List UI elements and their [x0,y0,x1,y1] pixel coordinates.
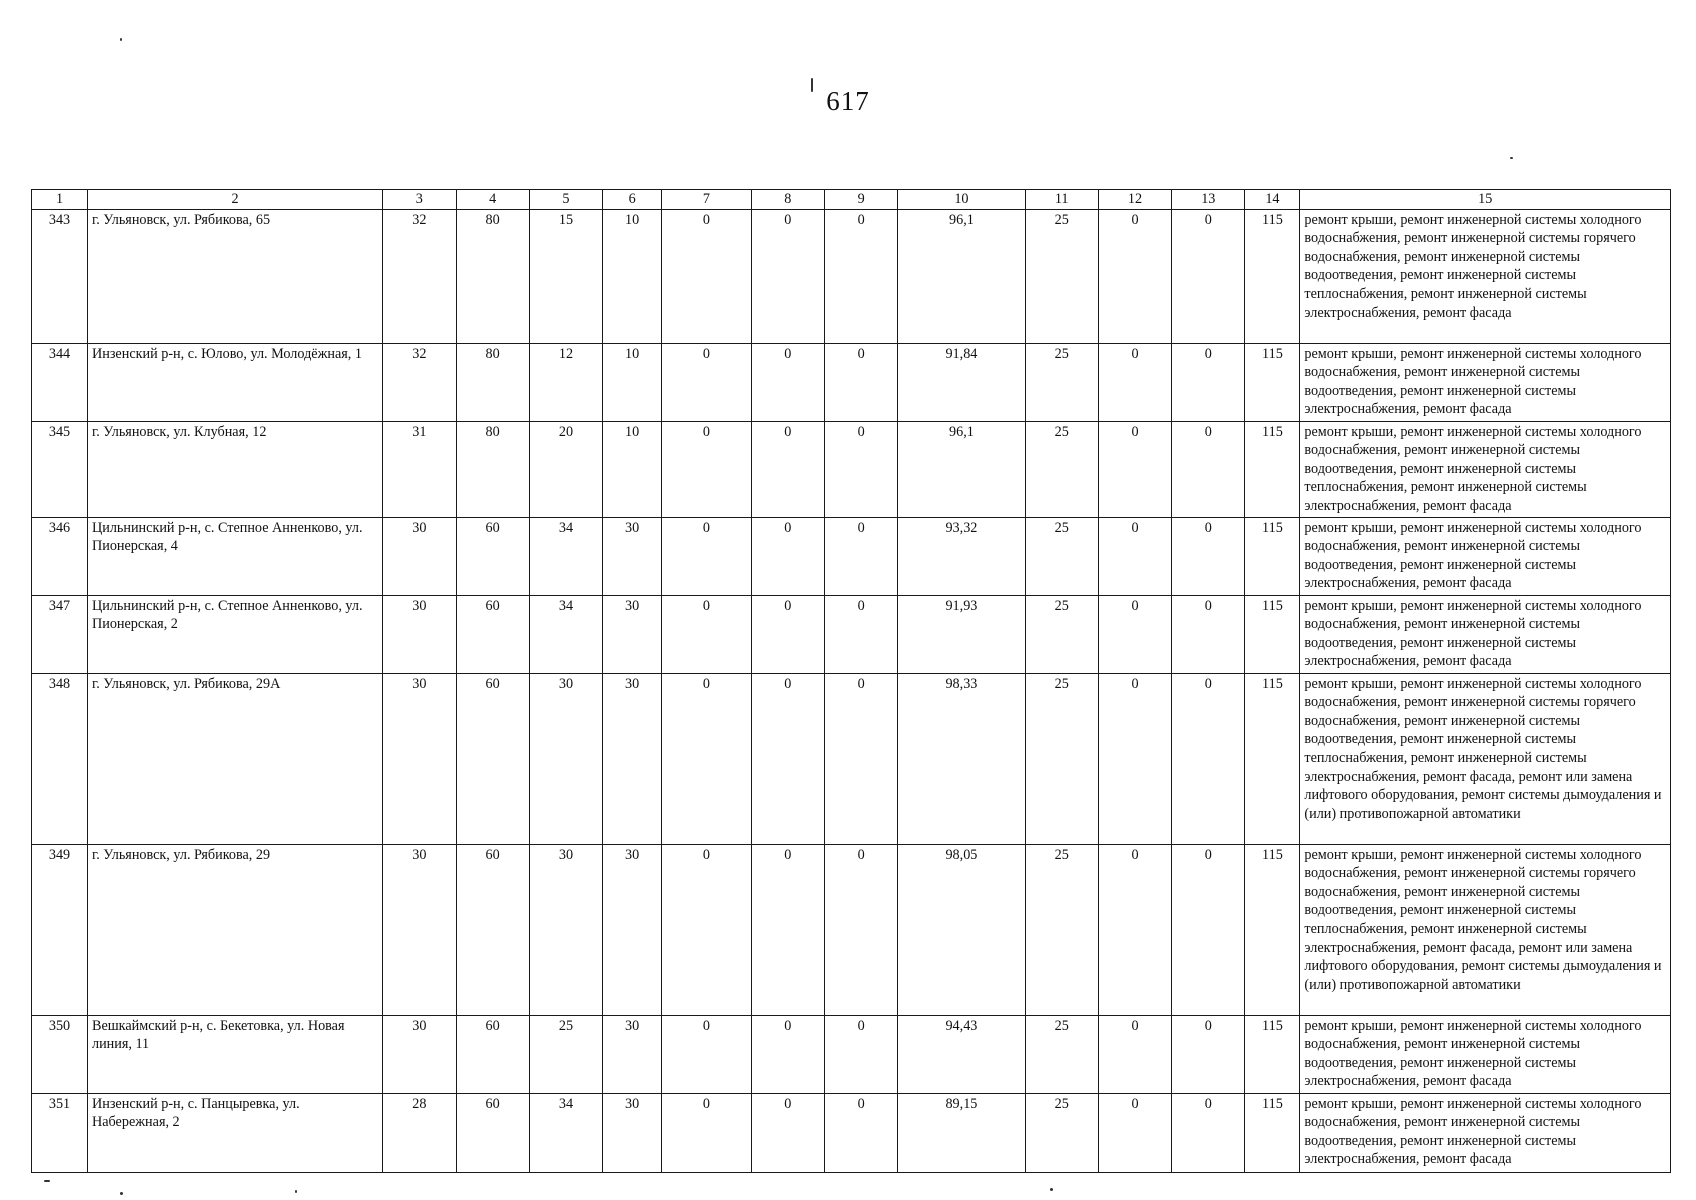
value-cell: 25 [1025,421,1098,517]
value-cell: 34 [529,595,602,673]
value-cell: 0 [662,595,752,673]
address-cell: г. Ульяновск, ул. Рябикова, 65 [87,209,382,343]
value-cell: 0 [1098,517,1171,595]
col-header-1: 1 [32,190,88,210]
value-cell: 0 [825,673,898,844]
value-cell: 0 [1172,673,1245,844]
value-cell: 0 [751,673,824,844]
address-cell: Цильнинский р-н, с. Степное Анненково, ул. Пионерская, 4 [87,517,382,595]
value-cell: 115 [1245,209,1300,343]
works-cell: ремонт крыши, ремонт инженерной системы холодного водоснабжения, ремонт инженерной системы водоотведения, ремонт инженерной системы электроснабжения, ремонт фасада [1300,595,1671,673]
value-cell: 25 [1025,343,1098,421]
row-number: 351 [32,1093,88,1172]
value-cell: 0 [1098,595,1171,673]
table-row [32,421,1671,517]
value-cell: 60 [456,844,529,1015]
col-header-4: 4 [456,190,529,210]
address-cell: г. Ульяновск, ул. Рябикова, 29А [87,673,382,844]
row-number: 344 [32,343,88,421]
value-cell: 60 [456,517,529,595]
value-cell: 0 [1098,343,1171,421]
col-header-14: 14 [1245,190,1300,210]
works-cell: ремонт крыши, ремонт инженерной системы холодного водоснабжения, ремонт инженерной системы водоотведения, ремонт инженерной системы электроснабжения, ремонт фасада [1300,1093,1671,1172]
value-cell: 91,93 [898,595,1025,673]
value-cell: 20 [529,421,602,517]
table-row [32,343,1671,421]
table-row [32,844,1671,1015]
address-cell: Цильнинский р-н, с. Степное Анненково, ул. Пионерская, 2 [87,595,382,673]
value-cell: 0 [1098,1015,1171,1093]
value-cell: 30 [603,844,662,1015]
value-cell: 60 [456,595,529,673]
col-header-13: 13 [1172,190,1245,210]
row-number: 349 [32,844,88,1015]
value-cell: 25 [1025,673,1098,844]
works-cell: ремонт крыши, ремонт инженерной системы холодного водоснабжения, ремонт инженерной системы горячего водоснабжения, ремонт инженерной системы водоотведения, ремонт инженерной системы теплоснабжения, ремонт инженерной системы электроснабжения, ремонт фасада, ремонт или замена лифтового оборудования, ремонт системы дымоудаления и (или) противопожарной автоматики [1300,844,1671,1015]
works-cell: ремонт крыши, ремонт инженерной системы холодного водоснабжения, ремонт инженерной системы водоотведения, ремонт инженерной системы электроснабжения, ремонт фасада [1300,517,1671,595]
value-cell: 34 [529,1093,602,1172]
value-cell: 60 [456,1015,529,1093]
value-cell: 0 [825,595,898,673]
value-cell: 115 [1245,343,1300,421]
value-cell: 25 [1025,844,1098,1015]
works-cell: ремонт крыши, ремонт инженерной системы холодного водоснабжения, ремонт инженерной системы водоотведения, ремонт инженерной системы электроснабжения, ремонт фасада [1300,1015,1671,1093]
value-cell: 0 [1098,209,1171,343]
scan-speck [120,38,122,41]
value-cell: 0 [825,844,898,1015]
col-header-10: 10 [898,190,1025,210]
value-cell: 115 [1245,1093,1300,1172]
value-cell: 0 [751,517,824,595]
value-cell: 30 [383,595,456,673]
value-cell: 25 [1025,595,1098,673]
value-cell: 30 [383,673,456,844]
col-header-12: 12 [1098,190,1171,210]
value-cell: 12 [529,343,602,421]
value-cell: 0 [1172,517,1245,595]
works-cell: ремонт крыши, ремонт инженерной системы холодного водоснабжения, ремонт инженерной системы водоотведения, ремонт инженерной системы теплоснабжения, ремонт инженерной системы электроснабжения, ремонт фасада [1300,421,1671,517]
value-cell: 0 [1098,844,1171,1015]
value-cell: 28 [383,1093,456,1172]
value-cell: 0 [1172,595,1245,673]
value-cell: 0 [751,1093,824,1172]
col-header-7: 7 [662,190,752,210]
value-cell: 0 [1098,673,1171,844]
value-cell: 30 [383,1015,456,1093]
value-cell: 10 [603,209,662,343]
works-cell: ремонт крыши, ремонт инженерной системы холодного водоснабжения, ремонт инженерной системы горячего водоснабжения, ремонт инженерной системы водоотведения, ремонт инженерной системы теплоснабжения, ремонт инженерной системы электроснабжения, ремонт фасада, ремонт или замена лифтового оборудования, ремонт системы дымоудаления и (или) противопожарной автоматики [1300,673,1671,844]
value-cell: 0 [751,343,824,421]
value-cell: 0 [751,421,824,517]
value-cell: 25 [1025,517,1098,595]
row-number: 345 [32,421,88,517]
value-cell: 34 [529,517,602,595]
value-cell: 96,1 [898,209,1025,343]
col-header-9: 9 [825,190,898,210]
value-cell: 30 [603,1015,662,1093]
value-cell: 96,1 [898,421,1025,517]
value-cell: 93,32 [898,517,1025,595]
address-cell: г. Ульяновск, ул. Рябикова, 29 [87,844,382,1015]
value-cell: 25 [1025,209,1098,343]
header-row [32,190,1671,210]
value-cell: 0 [662,517,752,595]
value-cell: 0 [1172,421,1245,517]
col-header-15: 15 [1300,190,1671,210]
value-cell: 0 [1172,209,1245,343]
col-header-3: 3 [383,190,456,210]
value-cell: 32 [383,209,456,343]
value-cell: 115 [1245,421,1300,517]
address-cell: г. Ульяновск, ул. Клубная, 12 [87,421,382,517]
scan-speck [811,78,813,92]
row-number: 346 [32,517,88,595]
value-cell: 60 [456,673,529,844]
value-cell: 25 [1025,1093,1098,1172]
value-cell: 0 [1172,1093,1245,1172]
value-cell: 89,15 [898,1093,1025,1172]
value-cell: 0 [662,343,752,421]
table-row [32,209,1671,343]
value-cell: 0 [751,209,824,343]
works-cell: ремонт крыши, ремонт инженерной системы холодного водоснабжения, ремонт инженерной системы водоотведения, ремонт инженерной системы электроснабжения, ремонт фасада [1300,343,1671,421]
address-cell: Вешкаймский р-н, с. Бекетовка, ул. Новая линия, 11 [87,1015,382,1093]
value-cell: 30 [383,517,456,595]
value-cell: 30 [529,673,602,844]
value-cell: 10 [603,421,662,517]
table-row [32,517,1671,595]
value-cell: 0 [662,1015,752,1093]
col-header-5: 5 [529,190,602,210]
value-cell: 0 [825,1093,898,1172]
value-cell: 10 [603,343,662,421]
page-number: 617 [826,86,870,116]
address-cell: Инзенский р-н, с. Юлово, ул. Молодёжная, 1 [87,343,382,421]
value-cell: 0 [751,1015,824,1093]
row-number: 348 [32,673,88,844]
value-cell: 94,43 [898,1015,1025,1093]
value-cell: 0 [825,517,898,595]
scan-speck [295,1190,297,1193]
value-cell: 0 [751,844,824,1015]
col-header-11: 11 [1025,190,1098,210]
value-cell: 30 [383,844,456,1015]
value-cell: 60 [456,1093,529,1172]
value-cell: 30 [603,1093,662,1172]
value-cell: 32 [383,343,456,421]
value-cell: 115 [1245,673,1300,844]
value-cell: 0 [662,673,752,844]
value-cell: 80 [456,421,529,517]
value-cell: 115 [1245,517,1300,595]
value-cell: 0 [751,595,824,673]
value-cell: 30 [603,595,662,673]
value-cell: 30 [529,844,602,1015]
scan-speck [44,1180,50,1182]
col-header-2: 2 [87,190,382,210]
scan-speck [120,1192,123,1195]
scan-speck [1510,157,1513,159]
row-number: 350 [32,1015,88,1093]
value-cell: 0 [1098,421,1171,517]
row-number: 347 [32,595,88,673]
value-cell: 25 [1025,1015,1098,1093]
scan-speck [1050,1188,1053,1191]
value-cell: 31 [383,421,456,517]
table-row [32,1015,1671,1093]
value-cell: 115 [1245,844,1300,1015]
row-number: 343 [32,209,88,343]
col-header-6: 6 [603,190,662,210]
value-cell: 30 [603,673,662,844]
value-cell: 0 [662,209,752,343]
value-cell: 98,33 [898,673,1025,844]
value-cell: 0 [662,844,752,1015]
value-cell: 0 [1172,844,1245,1015]
value-cell: 91,84 [898,343,1025,421]
repair-schedule-table [31,189,1671,1173]
value-cell: 115 [1245,1015,1300,1093]
works-cell: ремонт крыши, ремонт инженерной системы холодного водоснабжения, ремонт инженерной системы горячего водоснабжения, ремонт инженерной системы водоотведения, ремонт инженерной системы теплоснабжения, ремонт инженерной системы электроснабжения, ремонт фасада [1300,209,1671,343]
value-cell: 0 [662,1093,752,1172]
value-cell: 0 [825,343,898,421]
value-cell: 0 [1172,343,1245,421]
value-cell: 25 [529,1015,602,1093]
value-cell: 80 [456,343,529,421]
value-cell: 0 [1098,1093,1171,1172]
value-cell: 0 [662,421,752,517]
value-cell: 0 [1172,1015,1245,1093]
value-cell: 115 [1245,595,1300,673]
table-row [32,1093,1671,1172]
value-cell: 80 [456,209,529,343]
table-row [32,673,1671,844]
value-cell: 0 [825,209,898,343]
col-header-8: 8 [751,190,824,210]
address-cell: Инзенский р-н, с. Панцыревка, ул. Набережная, 2 [87,1093,382,1172]
value-cell: 30 [603,517,662,595]
value-cell: 15 [529,209,602,343]
value-cell: 0 [825,421,898,517]
value-cell: 0 [825,1015,898,1093]
value-cell: 98,05 [898,844,1025,1015]
table-row [32,595,1671,673]
